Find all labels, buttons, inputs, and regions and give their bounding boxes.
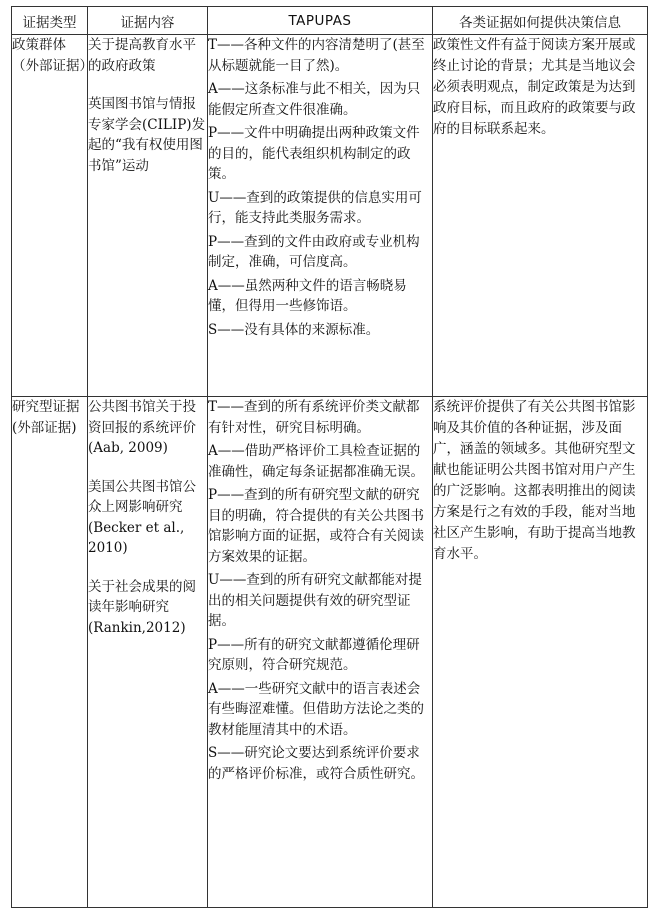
content-item: 英国图书馆与情报专家学会(CILIP)发起的“我有权使用图书馆”运动: [88, 96, 206, 174]
tapupas-cell: [208, 35, 433, 397]
content-item: 美国公共图书馆公众上网影响研究(Becker et al., 2010): [88, 478, 196, 556]
evidence-type-cell: 政策群体（外部证据）: [12, 35, 88, 397]
tapupas-item: A——借助严格评价工具检查证据的准确性，确定每条证据都准确无误。: [208, 443, 424, 480]
content-item: 关于社会成果的阅读年影响研究(Rankin,2012): [88, 578, 196, 636]
tapupas-item: U——查到的政策提供的信息实用可行，能支持此类服务需求。: [208, 189, 422, 226]
table-row: [12, 397, 648, 908]
evidence-type-cell: 研究型证据(外部证据): [12, 397, 88, 908]
tapupas-item: A——这条标准与此不相关，因为只能假定所查文件很准确。: [208, 81, 421, 118]
header-tapupas: TAPUPAS: [208, 7, 433, 35]
evidence-content-cell: [88, 35, 208, 397]
decision-info-cell: [433, 35, 648, 397]
table-row: [12, 35, 648, 397]
tapupas-item: T——查到的所有系统评价类文献都有针对性，研究目标明确。: [208, 399, 420, 436]
tapupas-item: P——文件中明确提出两种政策文件的目的，能代表组织机构制定的政策。: [208, 125, 420, 182]
tapupas-item: S——没有具体的来源标准。: [208, 321, 380, 338]
content-item: 关于提高教育水平的政府政策: [88, 37, 196, 74]
header-evidence-content: 证据内容: [88, 7, 208, 35]
evidence-content-cell: [88, 397, 208, 908]
header-evidence-type: 证据类型: [12, 7, 88, 35]
table-header-row: [12, 7, 648, 35]
tapupas-item: T——各种文件的内容清楚明了(甚至从标题就能一目了然)。: [208, 37, 425, 74]
tapupas-item: P——查到的所有研究型文献的研究目的明确，符合提供的有关公共图书馆影响方面的证据，或符合有关阅读方案效果的证据。: [208, 487, 424, 565]
tapupas-item: S——研究论文要达到系统评价要求的严格评价标准，或符合质性研究。: [208, 745, 424, 782]
tapupas-item: U——查到的所有研究文献都能对提出的相关问题提供有效的研究型证据。: [208, 572, 422, 629]
tapupas-item: A——虽然两种文件的语言畅晓易懂，但得用一些修饰语。: [208, 277, 407, 314]
decision-info-text: 政策性文件有益于阅读方案开展或终止讨论的背景；尤其是当地议会必须表明观点，制定政策是为达到政府目标，而且政府的政策要与政府的目标联系起来。: [433, 37, 636, 137]
header-decision-info: 各类证据如何提供决策信息: [433, 7, 648, 35]
tapupas-item: A——一些研究文献中的语言表述会有些晦涩难懂。但借助方法论之类的教材能厘清其中的术语。: [208, 680, 424, 738]
tapupas-item: P——所有的研究文献都遵循伦理研究原则，符合研究规范。: [208, 636, 420, 673]
decision-info-text: 系统评价提供了有关公共图书馆影响及其价值的各种证据，涉及面广，涵盖的领域多。其他研究型文献也能证明公共图书馆对用户产生的广泛影响。这都表明推出的阅读方案是行之有效的手段，能对当地社区产生影响，有助于提高当地教育水平。: [433, 399, 636, 562]
content-item: 公共图书馆关于投资回报的系统评价 (Aab, 2009): [88, 399, 196, 456]
tapupas-cell: [208, 397, 433, 908]
decision-info-cell: [433, 397, 648, 908]
tapupas-item: P——查到的文件由政府或专业机构制定，准确，可信度高。: [208, 233, 420, 270]
evidence-table: [11, 6, 648, 908]
